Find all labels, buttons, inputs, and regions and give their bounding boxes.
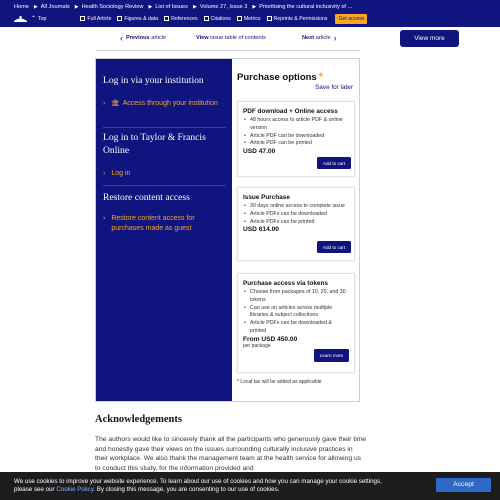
- full-article-link[interactable]: [80, 16, 111, 22]
- list-item: • Article PDF can be printed: [243, 140, 349, 148]
- metrics-link[interactable]: [237, 16, 261, 22]
- reprint-icon: [267, 16, 272, 21]
- references-link[interactable]: [164, 16, 198, 22]
- divider: [95, 50, 360, 51]
- price: USD 47.00: [243, 148, 276, 156]
- previous-article-word: article: [151, 35, 167, 41]
- breadcrumb-arrow-icon: ▶: [148, 3, 153, 10]
- tf-login-heading: Log in to Taylor & Francis Online: [103, 132, 206, 156]
- login-options-column: [96, 59, 232, 401]
- chevron-right-icon: ›: [103, 170, 106, 177]
- list-icon: [164, 16, 169, 21]
- access-panel: [95, 58, 360, 402]
- learn-more-label: Learn more: [319, 353, 344, 358]
- log-in-link[interactable]: [103, 169, 130, 179]
- issue-toc-label: issue table of contents: [210, 35, 266, 41]
- list-item: • 48 hours access to article PDF & online version: [243, 117, 349, 133]
- metrics-label: Metrics: [243, 15, 261, 22]
- option-title: Issue Purchase: [243, 194, 290, 201]
- chevron-right-icon: ›: [103, 100, 106, 107]
- citations-link[interactable]: [204, 16, 231, 22]
- learn-more-button[interactable]: [314, 349, 349, 362]
- get-access-button[interactable]: Get access: [335, 14, 367, 24]
- purchase-options-title: Purchase options: [237, 72, 317, 83]
- list-item: • Article PDFs can be printed: [243, 219, 349, 227]
- reprints-permissions-label: Reprints & Permissions: [273, 15, 328, 22]
- token-purchase-option: [237, 273, 355, 373]
- price: USD 614.00: [243, 226, 279, 234]
- price-unit: per package: [243, 342, 271, 349]
- acknowledgements-heading: Acknowledgements: [95, 414, 182, 425]
- list-item: • Article PDFs can be downloaded: [243, 211, 349, 219]
- full-article-label: Full Article: [87, 15, 112, 22]
- breadcrumb-article: Prioritising the cultural inclusivity of ...: [259, 3, 353, 10]
- breadcrumb-arrow-icon: ▶: [74, 3, 79, 10]
- divider: [103, 185, 226, 186]
- restore-access-label: Restore content access for purchases made as guest: [111, 215, 195, 232]
- citations-label: Citations: [210, 15, 231, 22]
- breadcrumb-all-journals[interactable]: All Journals: [40, 3, 70, 10]
- view-more-button[interactable]: View more: [400, 30, 459, 47]
- breadcrumb-arrow-icon: ▶: [192, 3, 197, 10]
- cookie-message-line1: We use cookies to improve your website experience. To learn about our use of cookies and how you can manage your cookie settings,: [14, 478, 382, 485]
- list-item: • Choose from packages of 10, 20, and 30 tokens: [243, 289, 349, 305]
- document-icon: [80, 16, 85, 21]
- price: From USD 450.00: [243, 335, 298, 343]
- chevron-right-icon: ›: [333, 33, 337, 43]
- pdf-download-option: [237, 101, 355, 177]
- list-item: • Can use on articles across multiple libraries & subject collections: [243, 305, 349, 321]
- cookie-policy-link[interactable]: Cookie Policy: [56, 486, 94, 493]
- bar-chart-icon: [237, 16, 242, 21]
- breadcrumb-home[interactable]: Home: [14, 3, 29, 10]
- figures-data-label: Figures & data: [124, 15, 159, 22]
- breadcrumb-arrow-icon: ▶: [252, 3, 257, 10]
- option-features: [243, 203, 349, 226]
- breadcrumb-list-of-issues[interactable]: List of Issues: [155, 3, 188, 10]
- cookie-message-line2-start: please see our: [14, 486, 55, 493]
- star-icon: *: [318, 71, 323, 83]
- image-icon: [117, 16, 122, 21]
- taylor-francis-logo-icon[interactable]: [14, 15, 27, 23]
- next-label: Next: [302, 35, 315, 41]
- save-for-later-link[interactable]: Save for later: [314, 84, 353, 91]
- previous-label: Previous: [126, 35, 150, 41]
- list-item: • Article PDFs can be downloaded & printed: [243, 320, 349, 336]
- chevron-right-icon: ›: [103, 215, 106, 222]
- tax-note: * Local tax will be added as applicable: [237, 379, 322, 385]
- quote-icon: [204, 16, 209, 21]
- restore-access-heading: Restore content access: [103, 192, 190, 203]
- cookie-banner: [0, 472, 500, 500]
- option-title: PDF download + Online access: [243, 108, 338, 115]
- institution-building-icon: 🏛: [111, 100, 120, 107]
- figures-data-link[interactable]: [117, 16, 158, 22]
- previous-article-link[interactable]: [117, 35, 166, 41]
- purchase-options-heading: [237, 71, 323, 83]
- cookie-message: [14, 478, 444, 494]
- add-to-cart-label: Add to cart: [322, 244, 346, 250]
- add-to-cart-button[interactable]: [317, 157, 351, 169]
- option-title: Purchase access via tokens: [243, 280, 328, 287]
- back-to-top-link[interactable]: [31, 15, 46, 22]
- chevron-left-icon: ‹: [120, 33, 123, 43]
- option-features: [243, 117, 349, 148]
- reprints-permissions-link[interactable]: [267, 16, 328, 22]
- restore-access-link[interactable]: [103, 214, 228, 234]
- institution-login-heading: Log in via your institution: [103, 75, 204, 86]
- list-item: • 30 days online access to complete issue: [243, 203, 349, 211]
- issue-toc-link[interactable]: [196, 35, 266, 41]
- option-features: [243, 289, 349, 336]
- references-label: References: [171, 15, 198, 22]
- add-to-cart-label: Add to cart: [322, 160, 346, 166]
- purchase-options-column: [232, 59, 359, 401]
- log-in-label: Log in: [111, 170, 131, 177]
- divider: [103, 127, 226, 128]
- top-navigation-bar: [0, 0, 500, 27]
- caret-up-icon: ⌃: [31, 16, 37, 22]
- accept-cookies-button[interactable]: Accept: [436, 478, 491, 492]
- next-article-word: article: [315, 35, 331, 41]
- breadcrumb-issue[interactable]: Volume 27, Issue 3: [199, 3, 248, 10]
- view-label: View: [196, 35, 209, 41]
- article-toolbar: [14, 12, 500, 25]
- issue-purchase-option: [237, 187, 355, 261]
- breadcrumb: [14, 2, 352, 11]
- back-to-top-label: Top: [38, 15, 47, 22]
- cookie-message-line2-end: . By closing this message, you are consenting to our use of cookies.: [93, 486, 280, 493]
- access-through-institution-link[interactable]: [103, 99, 223, 109]
- breadcrumb-arrow-icon: ▶: [33, 3, 38, 10]
- access-through-institution-label: Access through your institution: [122, 100, 218, 107]
- next-article-link[interactable]: [302, 35, 340, 41]
- add-to-cart-button[interactable]: [317, 241, 351, 253]
- list-item: • Article PDF can be downloaded: [243, 133, 349, 141]
- acknowledgements-text: The authors would like to sincerely thank all the participants who generously gave their time and honestly gave their views on the issues surrounding culturally inclusive practices in their workplace. We also thank the management team at the health service for allowing us to conduct this study, for the information provided and: [95, 436, 366, 472]
- breadcrumb-journal[interactable]: Health Sociology Review: [81, 3, 144, 10]
